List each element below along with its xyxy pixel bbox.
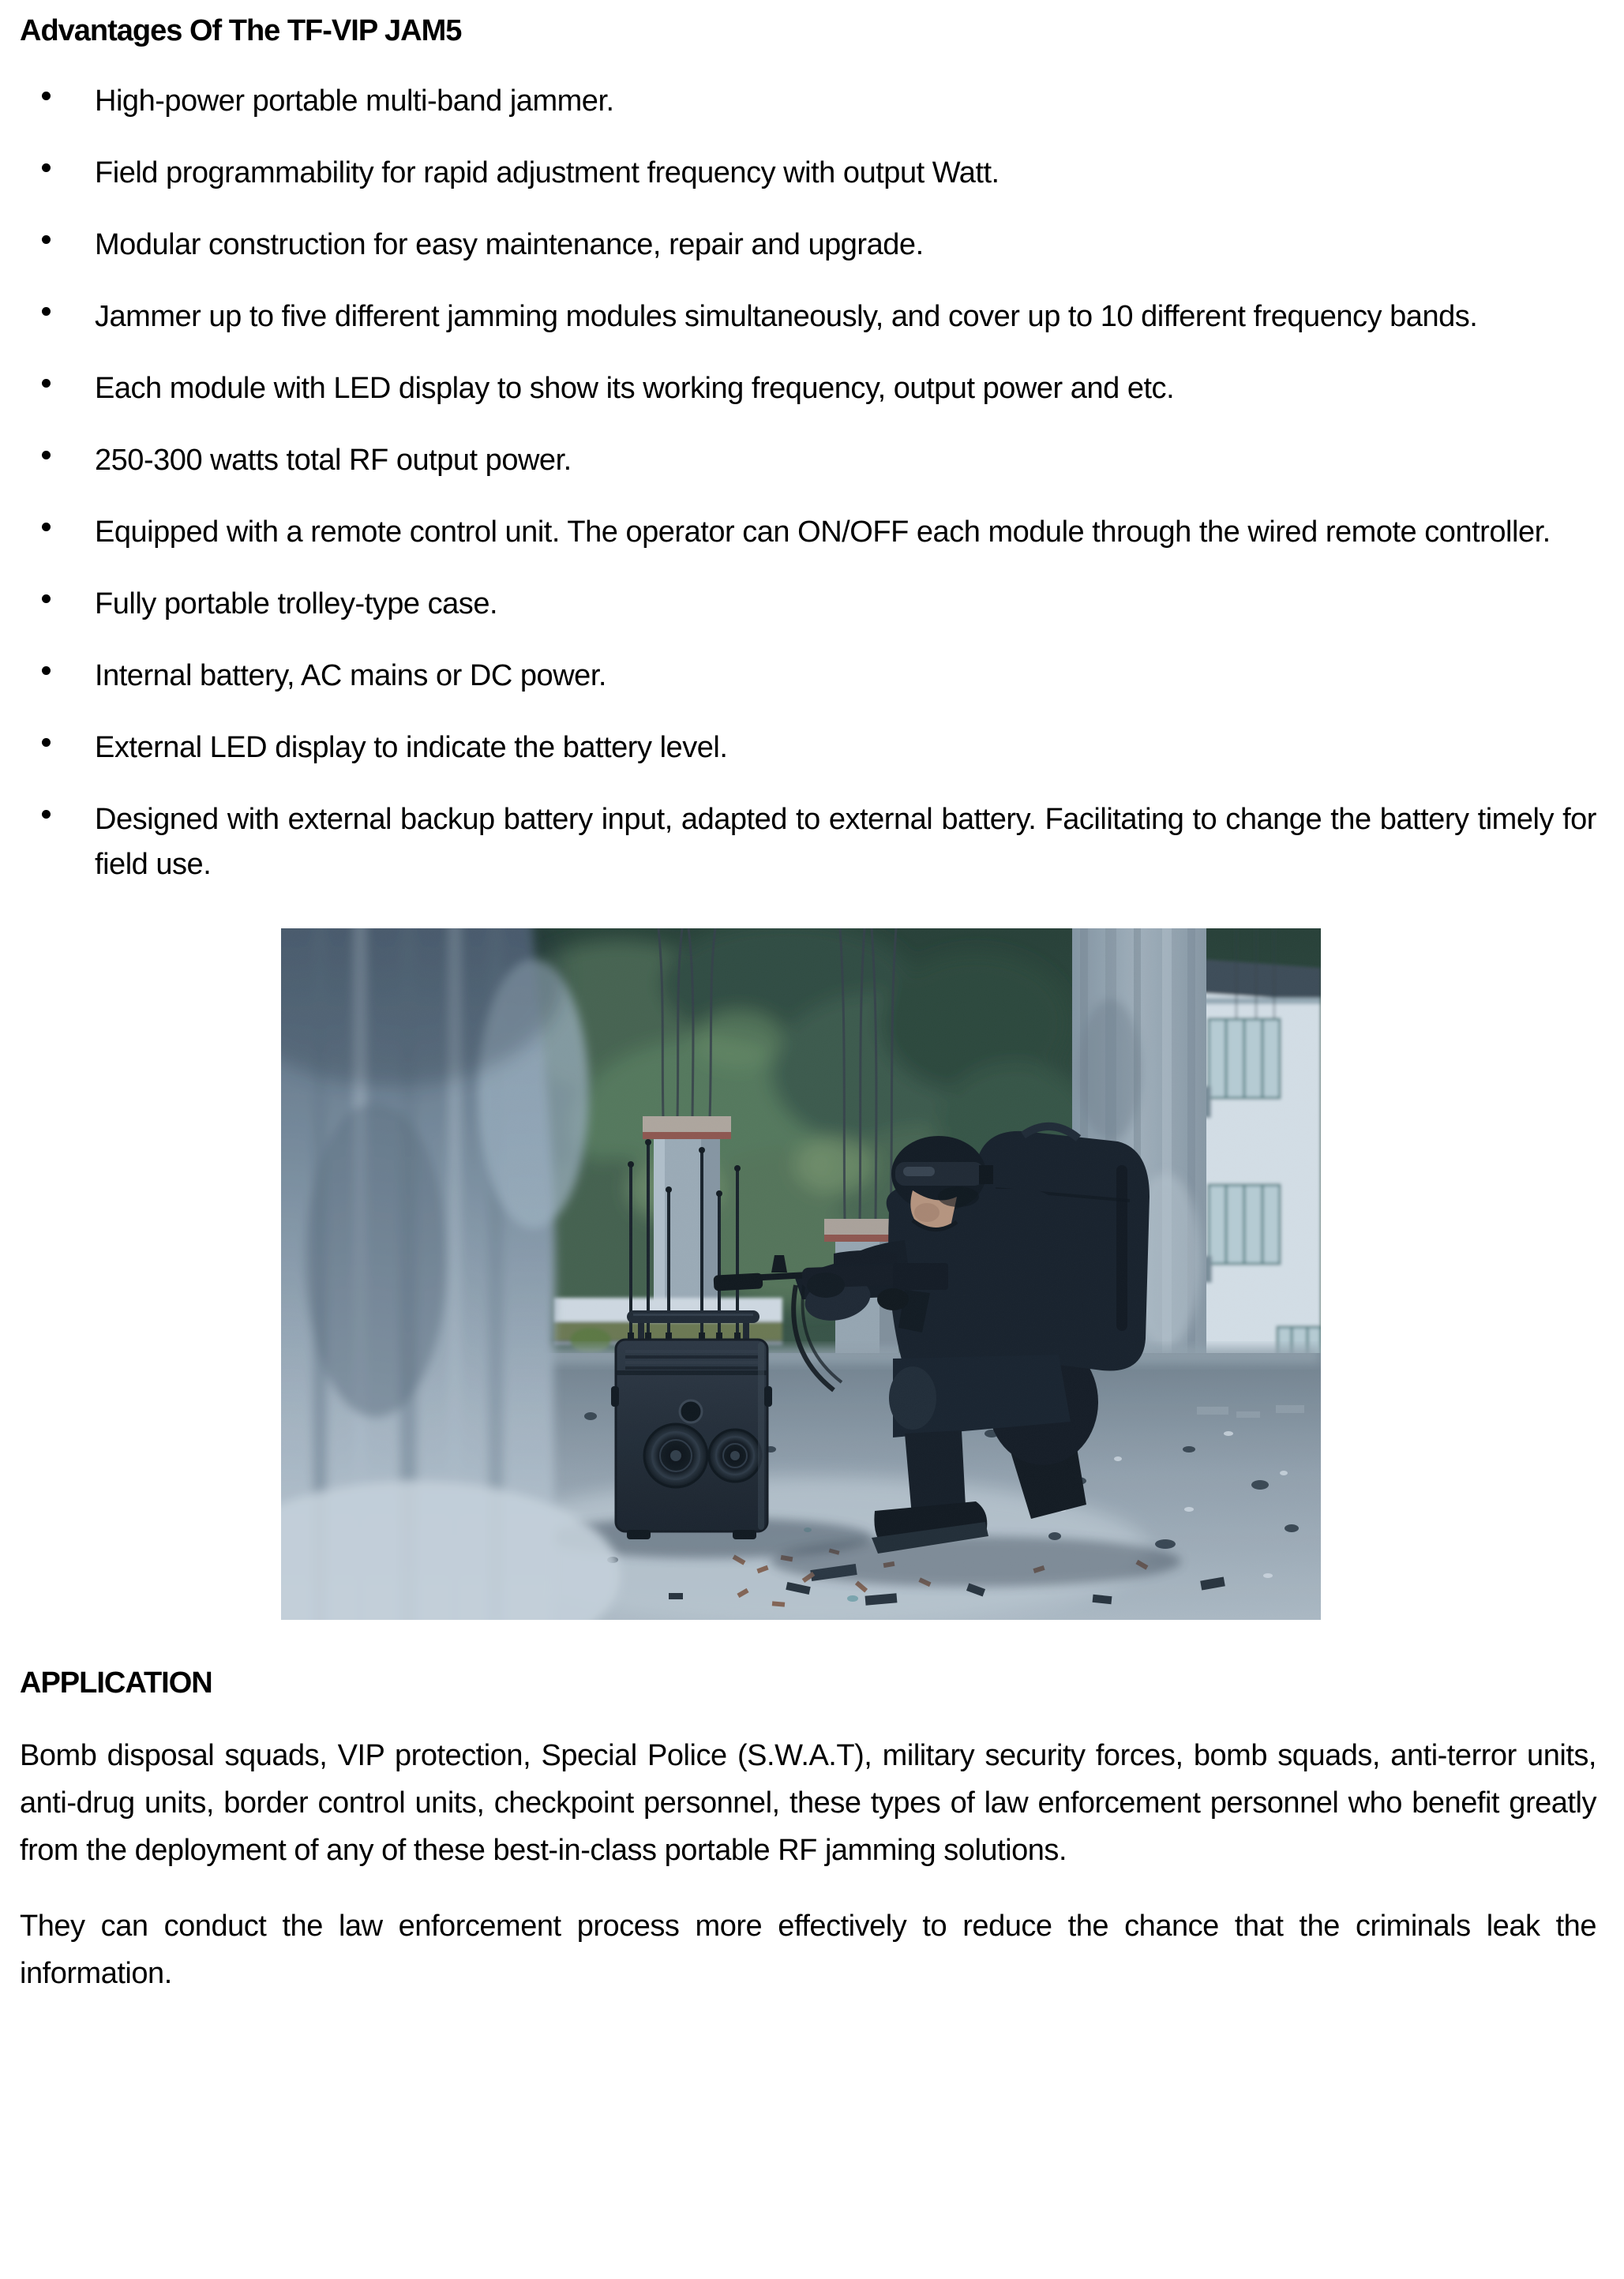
list-item [20,294,1596,339]
application-heading: APPLICATION [20,1666,212,1700]
list-item-text: 250-300 watts total RF output power. [95,444,572,477]
list-item [20,725,1596,770]
bullet-marker [42,738,51,747]
list-item [20,151,1596,196]
bullet-marker [42,523,51,531]
page-title: Advantages Of The TF-VIP JAM5 [20,14,462,47]
bullet-marker [42,92,51,100]
list-item-text: Equipped with a remote control unit. The operator can ON/OFF each module through the wired remote controller. [95,515,1551,549]
application-paragraph: Bomb disposal squads, VIP protection, Special Police (S.W.A.T), military security forces, bomb squads, anti-terror units, anti-drug units, border control units, checkpoint personnel, these types of law enforcement personnel who benefit greatly from the deployment of any of these best-in-class portable RF jamming solutions. [20,1739,1596,1867]
list-item [20,438,1596,483]
list-item [20,582,1596,627]
bullet-marker [42,594,51,603]
list-item [20,79,1596,124]
list-item [20,223,1596,268]
advantages-list [20,79,1596,887]
bullet-marker [42,666,51,675]
list-item-text: Modular construction for easy maintenance, repair and upgrade. [95,228,924,261]
list-item-text: High-power portable multi-band jammer. [95,84,614,118]
list-item-text: Fully portable trolley-type case. [95,587,498,620]
bullet-marker [42,451,51,459]
bullet-marker [42,307,51,316]
list-item-text: Jammer up to five different jamming modules simultaneously, and cover up to 10 different frequency bands. [95,300,1478,333]
list-item-text: Internal battery, AC mains or DC power. [95,659,606,692]
film-grain-overlay [281,928,1321,1620]
list-item-text: Field programmability for rapid adjustment frequency with output Watt. [95,156,1000,189]
application-paragraph: They can conduct the law enforcement process more effectively to reduce the chance that the criminals leak the information. [20,1910,1596,1990]
list-item-text: External LED display to indicate the battery level. [95,731,728,764]
bullet-marker [42,379,51,388]
bullet-marker [42,163,51,172]
list-item [20,654,1596,699]
bullet-marker [42,810,51,819]
list-item [20,510,1596,555]
list-item-text: Each module with LED display to show its working frequency, output power and etc. [95,372,1175,405]
list-item [20,797,1596,887]
list-item-text: Designed with external backup battery input, adapted to external battery. Facilitating to change the battery timely for field use. [95,803,1596,881]
product-photo [281,928,1321,1620]
bullet-marker [42,235,51,244]
list-item [20,366,1596,411]
